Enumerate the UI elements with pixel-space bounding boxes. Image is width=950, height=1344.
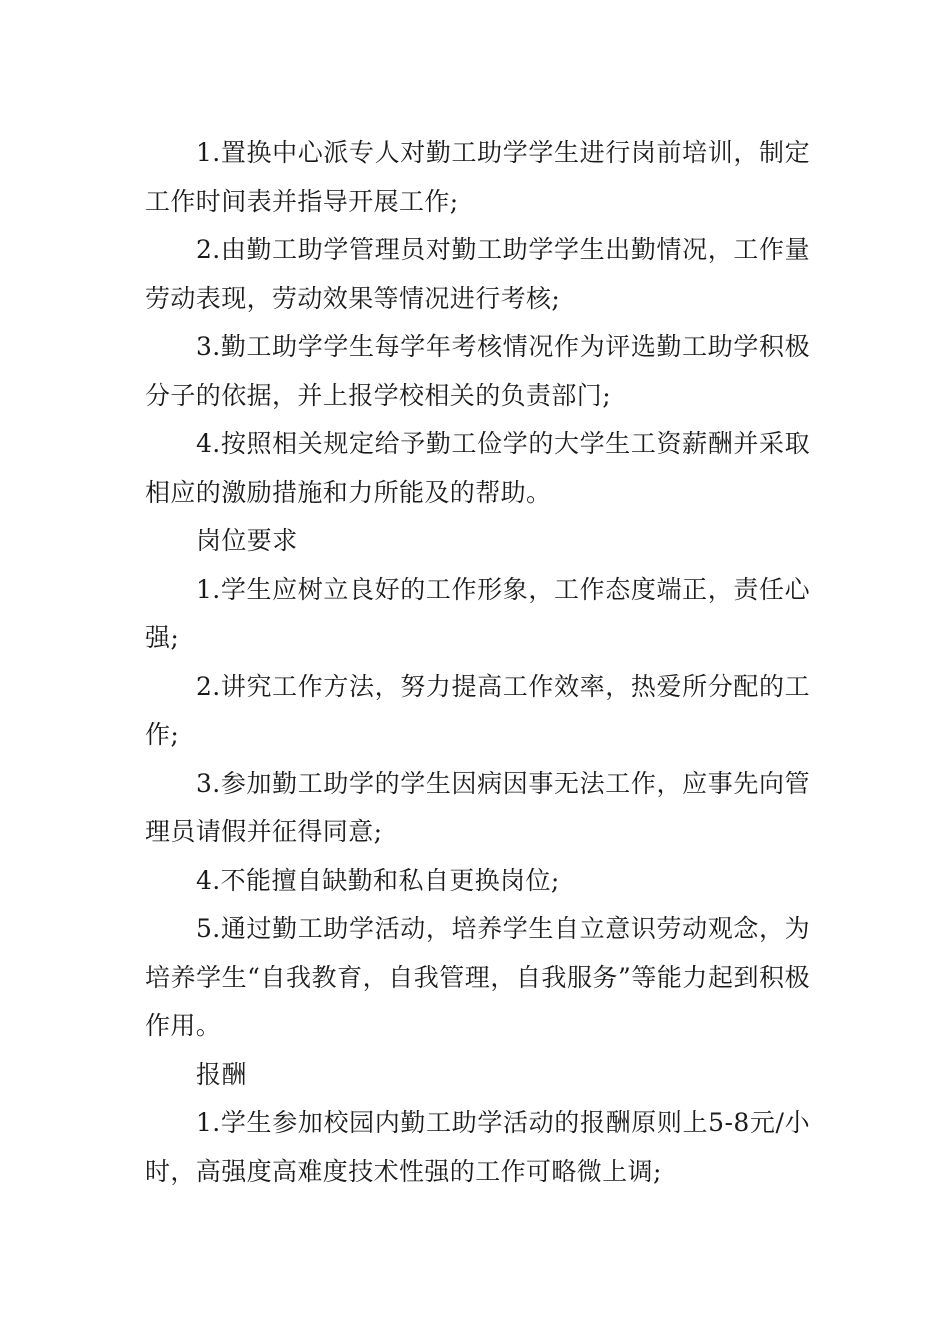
paragraph: 5.通过勤工助学活动，培养学生自立意识劳动观念，为培养学生“自我教育，自我管理，自我服务”等能力起到积极作用。 (145, 914, 810, 1040)
paragraph: 3.参加勤工助学的学生因病因事无法工作，应事先向管理员请假并征得同意; (145, 768, 810, 846)
paragraph: 2.讲究工作方法，努力提高工作效率，热爱所分配的工作; (145, 671, 810, 749)
paragraph: 2.由勤工助学管理员对勤工助学学生出勤情况，工作量劳动表现，劳动效果等情况进行考核; (145, 235, 810, 313)
section-heading: 报酬 (196, 1059, 247, 1089)
paragraph: 4.按照相关规定给予勤工俭学的大学生工资薪酬并采取相应的激励措施和力所能及的帮助。 (145, 429, 810, 507)
paragraph: 1.置换中心派专人对勤工助学学生进行岗前培训，制定工作时间表并指导开展工作; (145, 138, 810, 216)
section-heading: 岗位要求 (196, 526, 298, 555)
paragraph: 1.学生应树立良好的工作形象，工作态度端正，责任心强; (145, 574, 810, 652)
document-body (145, 129, 810, 1196)
paragraph: 1.学生参加校园内勤工助学活动的报酬原则上5-8元/小时，高强度高难度技术性强的工作可略微上调; (145, 1108, 810, 1186)
paragraph: 3.勤工助学学生每学年考核情况作为评选勤工助学积极分子的依据，并上报学校相关的负责部门; (145, 332, 810, 410)
paragraph: 4.不能擅自缺勤和私自更换岗位; (196, 865, 560, 895)
